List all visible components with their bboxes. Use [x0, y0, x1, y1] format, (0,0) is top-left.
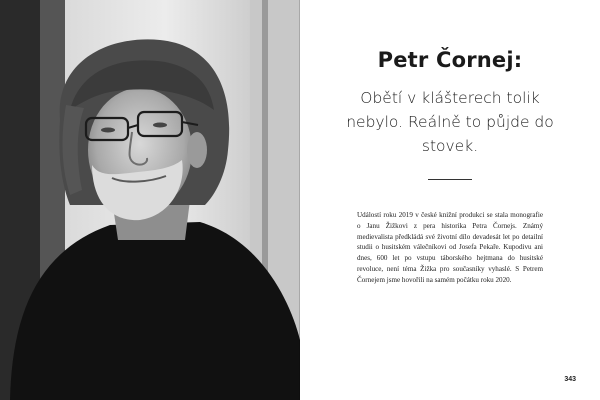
- article-lead-paragraph: Událostí roku 2019 v české knižní produkci se stala monografie o Janu Žižkovi z pera historika Petra Čornejs. Známý medievalista předkládá své životní dílo devadesát let po detailní studii o husitském válečníkovi od Josefa Pekaře. Kupodivu ani dnes, 600 let po vstupu táborského hejtmana do husitské revoluce, není téma Žižka pro současníky vyhaslé. S Petrem Čornejem jsme hovořili na samém počátku roku 2020.: [357, 211, 543, 284]
- article-title: Petr Čornej:: [377, 48, 523, 72]
- article-subtitle: Obětí v klášterech tolik nebylo. Reálně to půjde do stovek.: [346, 89, 554, 155]
- title-divider: [428, 179, 472, 180]
- page-number: 343: [564, 376, 576, 383]
- article-page: [300, 0, 600, 400]
